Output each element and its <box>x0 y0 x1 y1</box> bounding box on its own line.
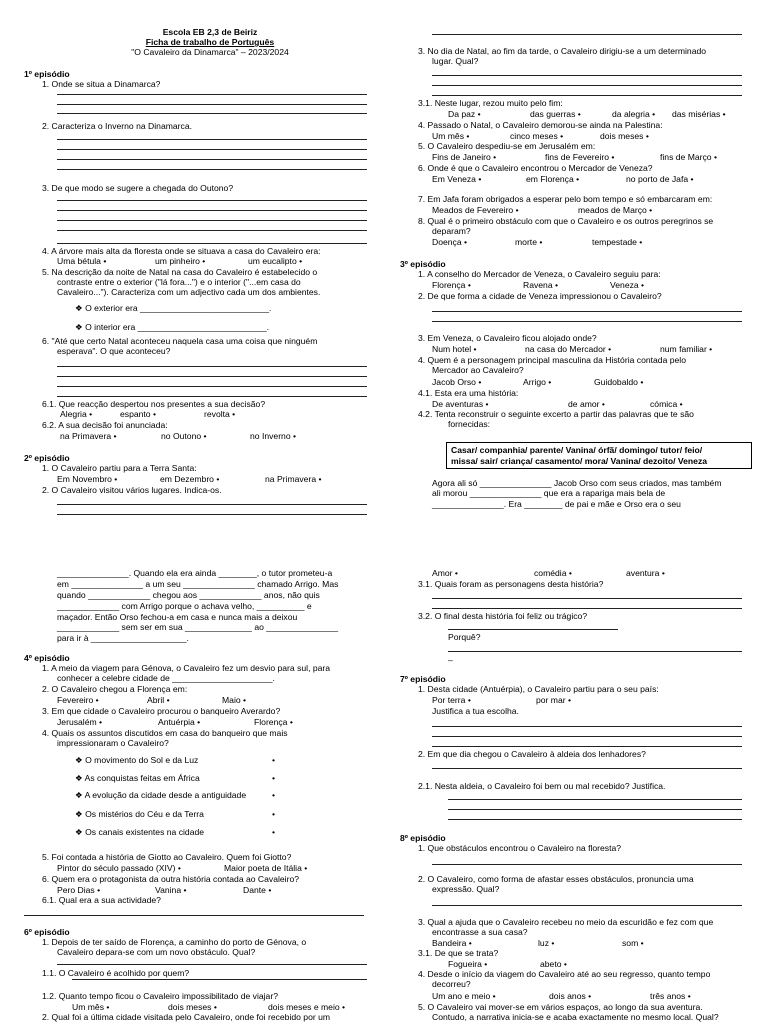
answer-line[interactable] <box>57 386 367 387</box>
excerpt-line[interactable]: ali morou _______________ que era a rapariga mais bela de <box>432 488 666 498</box>
option[interactable]: Um mês • <box>432 131 470 141</box>
option[interactable]: no Inverno • <box>250 431 297 441</box>
option[interactable]: Abril • <box>147 695 170 705</box>
ep4-q61: 6.1. Qual era a sua actividade? <box>42 895 161 905</box>
ep8-q3: 3. Qual a ajuda que o Cavaleiro recebeu no meio da escuridão e fez com que <box>418 917 714 927</box>
topic-item[interactable]: ❖ O movimento do Sol e da Luz <box>75 755 199 765</box>
school-name: Escola EB 2,3 de Beiriz <box>162 27 258 37</box>
q7-jafa: 7. Em Jafa foram obrigados a esperar pelo bom tempo e só embarcaram em: <box>418 194 713 204</box>
option[interactable]: um eucalipto • <box>248 256 303 266</box>
q3-christmas: 3. No dia de Natal, ao fim da tarde, o Cavaleiro dirigiu-se a um determinado <box>418 46 707 56</box>
answer-line[interactable] <box>432 321 742 322</box>
excerpt-line[interactable]: quando _____________ chegou aos _____________ anos, não quis <box>57 590 320 600</box>
ep2-q2: 2. O Cavaleiro visitou vários lugares. Indica-os. <box>42 485 222 495</box>
answer-line[interactable] <box>57 159 367 160</box>
option[interactable]: três anos • <box>650 991 691 1001</box>
ep8-q4: 4. Desde o início da viagem do Cavaleiro até ao seu regresso, quanto tempo <box>418 969 711 979</box>
ep1-q2: 2. Caracteriza o Inverno na Dinamarca. <box>42 121 192 131</box>
option[interactable]: cinco meses • <box>510 131 564 141</box>
option[interactable]: de amor • <box>568 399 605 409</box>
ep8-q4-cont: decorreu? <box>432 979 471 989</box>
option[interactable]: em Dezembro • <box>160 474 220 484</box>
exterior-field[interactable]: ❖ O exterior era ___________________________. <box>75 303 272 313</box>
ep1-q61: 6.1. Que reacção despertou nos presentes a sua decisão? <box>42 399 266 409</box>
ep1-q5-cont: Cavaleiro..."). Caracteriza com um adjectivo cada um dos ambientes. <box>57 287 321 297</box>
q6-merchant: 6. Onde é que o Cavaleiro encontrou o Mercador de Veneza? <box>418 163 653 173</box>
answer-line[interactable] <box>432 736 742 737</box>
option[interactable]: meados de Março • <box>578 205 653 215</box>
option[interactable]: Uma bétula • <box>57 256 107 266</box>
option[interactable]: Jacob Orso • <box>432 377 482 387</box>
bullet-dot: • <box>272 790 276 800</box>
option[interactable]: Por terra • <box>432 695 471 705</box>
ep1-q1: 1. Onde se situa a Dinamarca? <box>42 79 161 89</box>
answer-line[interactable] <box>432 34 742 35</box>
ep6-q12: 1.2. Quanto tempo ficou o Cavaleiro impossibilitado de viajar? <box>42 991 278 1001</box>
q32-ending: 3.2. O final desta história foi feliz ou trágico? <box>418 611 588 621</box>
answer-line[interactable] <box>57 396 367 397</box>
answer-line[interactable] <box>432 75 742 76</box>
topic-item[interactable]: ❖ As conquistas feitas em África <box>75 773 200 783</box>
answer-line[interactable] <box>432 768 742 769</box>
ep4-q4-cont: impressionaram o Cavaleiro? <box>57 738 169 748</box>
answer-line[interactable] <box>432 905 742 906</box>
option[interactable]: Guidobaldo • <box>594 377 644 387</box>
ep4-q1: 1. A meio da viagem para Génova, o Cavaleiro fez um desvio para sul, para <box>42 663 331 673</box>
ep4-q3: 3. Em que cidade o Cavaleiro procurou o banqueiro Averardo? <box>42 706 281 716</box>
answer-line[interactable] <box>72 979 367 980</box>
answer-line[interactable] <box>57 220 367 221</box>
ep7-q21: 2.1. Nesta aldeia, o Cavaleiro foi bem ou mal recebido? Justifica. <box>418 781 666 791</box>
option[interactable]: dois anos • <box>549 991 592 1001</box>
answer-line[interactable] <box>57 366 367 367</box>
option[interactable]: espanto • <box>120 409 156 419</box>
word-bank-line: Casar/ companhia/ parente/ Vanina/ órfã/ domingo/ tutor/ feio/ <box>451 445 703 455</box>
answer-line[interactable] <box>448 799 742 800</box>
sheet-title: Ficha de trabalho de Português <box>145 37 275 47</box>
ep1-q62: 6.2. A sua decisão foi anunciada: <box>42 420 168 430</box>
ep7-q2: 2. Em que dia chegou o Cavaleiro à aldeia dos lenhadores? <box>418 749 646 759</box>
option[interactable]: Florença • <box>432 280 471 290</box>
dash: – <box>448 655 453 665</box>
answer-line[interactable] <box>432 608 742 609</box>
option[interactable]: Fins de Janeiro • <box>432 152 497 162</box>
ep1-q5: 5. Na descrição da noite de Natal na casa do Cavaleiro é estabelecido o <box>42 267 318 277</box>
option[interactable]: Vanina • <box>155 885 187 895</box>
answer-line[interactable] <box>432 864 742 865</box>
topic-item[interactable]: ❖ Os mistérios do Céu e da Terra <box>75 809 204 819</box>
option[interactable]: Maio • <box>222 695 247 705</box>
answer-line[interactable] <box>57 104 367 105</box>
ep8-title: 8º episódio <box>400 833 446 843</box>
option[interactable]: Alegria • <box>60 409 93 419</box>
answer-line[interactable] <box>57 230 367 231</box>
option[interactable]: tempestade • <box>592 237 643 247</box>
option[interactable]: morte • <box>515 237 543 247</box>
topic-item[interactable]: ❖ Os canais existentes na cidade <box>75 827 205 837</box>
option[interactable]: De aventuras • <box>432 399 489 409</box>
ep3-title: 3º episódio <box>400 259 446 269</box>
ep1-q4: 4. A árvore mais alta da floresta onde se situava a casa do Cavaleiro era: <box>42 246 321 256</box>
ep7-q1-justify: Justifica a tua escolha. <box>432 706 519 716</box>
option[interactable]: Veneza • <box>610 280 645 290</box>
ep1-q6: 6. "Até que certo Natal aconteceu naquela casa uma coisa que ninguém <box>42 336 318 346</box>
ep6-q1: 1. Depois de ter saído de Florença, a caminho do porto de Génova, o <box>42 937 307 947</box>
ep6-q1-cont: Cavaleiro depara-se com um novo obstáculo. Qual? <box>57 947 256 957</box>
ep4-q1-cont[interactable]: conhecer a celebre cidade de _____________________. <box>57 673 275 683</box>
option[interactable]: Antuérpia • <box>158 717 201 727</box>
ep8-q1: 1. Que obstáculos encontrou o Cavaleiro na floresta? <box>418 843 622 853</box>
option[interactable]: som • <box>622 938 644 948</box>
q5-jerusalem: 5. O Cavaleiro despediu-se em Jerusalém em: <box>418 141 596 151</box>
ep3-q42-cont: fornecidas: <box>448 419 491 429</box>
option[interactable]: Meados de Fevereiro • <box>432 205 519 215</box>
option[interactable]: da alegria • <box>612 109 656 119</box>
bullet-dot: • <box>272 773 276 783</box>
option[interactable]: Bandeira • <box>432 938 472 948</box>
answer-line[interactable] <box>57 94 367 95</box>
answer-line[interactable] <box>448 809 742 810</box>
word-bank-box <box>446 442 752 469</box>
answer-line[interactable] <box>57 504 367 505</box>
option[interactable]: Pintor do século passado (XIV) • <box>57 863 181 873</box>
excerpt-line[interactable]: _______________. Quando ela era ainda ________, o tutor prometeu-a <box>57 568 333 578</box>
bullet-dot: • <box>272 809 276 819</box>
option[interactable]: dois meses • <box>168 1002 217 1012</box>
option[interactable]: Fogueira • <box>448 959 488 969</box>
ep1-q5-cont: contraste entre o exterior ("lá fora...") e o interior ("...em casa do <box>57 277 301 287</box>
excerpt-line[interactable]: _____________ com Arrigo porque o achava velho, __________ e <box>57 601 312 611</box>
excerpt-line[interactable]: _______________. Era ________ de pai e mãe e Orso era o seu <box>432 499 681 509</box>
answer-line[interactable] <box>448 629 618 630</box>
option[interactable]: um pinheiro • <box>155 256 206 266</box>
ep2-title: 2º episódio <box>24 453 70 463</box>
q4-palestine: 4. Passado o Natal, o Cavaleiro demorou-se ainda na Palestina: <box>418 120 663 130</box>
answer-line[interactable] <box>432 746 742 747</box>
topic-item[interactable]: ❖ A evolução da cidade desde a antiguidade <box>75 790 247 800</box>
answer-line[interactable] <box>57 169 367 170</box>
option[interactable]: comédia • <box>534 568 572 578</box>
answer-line[interactable] <box>448 819 742 820</box>
option[interactable]: Em Veneza • <box>432 174 482 184</box>
option[interactable]: no Outono • <box>161 431 207 441</box>
option[interactable]: Jerusalém • <box>57 717 103 727</box>
interior-field[interactable]: ❖ O interior era ___________________________. <box>75 322 270 332</box>
excerpt-line[interactable]: _____________ sem ser em sua ______________ ao _______________ <box>57 622 338 632</box>
option[interactable]: Maior poeta de Itália • <box>224 863 308 873</box>
ep4-q6: 6. Quem era o protagonista da outra história contada ao Cavaleiro? <box>42 874 300 884</box>
ep4-q2: 2. O Cavaleiro chegou a Florença em: <box>42 684 188 694</box>
excerpt-line[interactable]: maçador. Então Orso fechou-a em casa e nunca mais a deixou <box>57 612 298 622</box>
option[interactable]: revolta • <box>204 409 236 419</box>
option[interactable]: na casa do Mercador • <box>525 344 612 354</box>
q8-obstacle: 8. Qual é o primeiro obstáculo com que o Cavaleiro e os outros peregrinos se <box>418 216 714 226</box>
option[interactable]: das guerras • <box>530 109 581 119</box>
option[interactable]: Amor • <box>432 568 458 578</box>
ep6-q11: 1.1. O Cavaleiro é acolhido por quem? <box>42 968 190 978</box>
ep3-q3: 3. Em Veneza, o Cavaleiro ficou alojado onde? <box>418 333 597 343</box>
answer-line[interactable] <box>57 964 367 965</box>
ep7-q1: 1. Desta cidade (Antuérpia), o Cavaleiro partiu para o seu país: <box>418 684 659 694</box>
option[interactable]: dois meses • <box>600 131 649 141</box>
answer-line[interactable] <box>57 376 367 377</box>
ep3-q4-cont: Mercador ao Cavaleiro? <box>432 365 524 375</box>
answer-line[interactable] <box>57 113 367 114</box>
ep3-q41: 4.1. Esta era uma história: <box>418 388 519 398</box>
option[interactable]: na Primavera • <box>265 474 322 484</box>
answer-line[interactable] <box>432 598 742 599</box>
option[interactable]: por mar • <box>536 695 572 705</box>
option[interactable]: Ravena • <box>523 280 559 290</box>
option[interactable]: Num hotel • <box>432 344 477 354</box>
answer-line[interactable] <box>432 95 742 96</box>
ep8-q5: 5. O Cavaleiro vai mover-se em vários espaços, ao longo da sua aventura. <box>418 1002 703 1012</box>
excerpt-line[interactable]: em _______________ a um seu _______________ chamado Arrigo. Mas <box>57 579 339 589</box>
option[interactable]: no porto de Jafa • <box>626 174 694 184</box>
option[interactable]: aventura • <box>626 568 665 578</box>
option[interactable]: Pero Dias • <box>57 885 101 895</box>
ep3-q4: 4. Quem é a personagem principal masculina da História contada pelo <box>418 355 686 365</box>
ep8-q3-cont: encontrasse a sua casa? <box>432 927 528 937</box>
q8-obstacle-cont: deparam? <box>432 226 471 236</box>
q31-characters: 3.1. Quais foram as personagens desta história? <box>418 579 604 589</box>
option[interactable]: Arrigo • <box>523 377 552 387</box>
ep6-q2: 2. Qual foi a última cidade visitada pelo Cavaleiro, onde foi recebido por um <box>42 1012 331 1022</box>
sheet-subtitle: "O Cavaleiro da Dinamarca" – 2023/2024 <box>131 47 289 57</box>
option[interactable]: abeto • <box>540 959 567 969</box>
option[interactable]: Florença • <box>254 717 293 727</box>
ep8-q2-cont: expressão. Qual? <box>432 884 500 894</box>
q31-pray: 3.1. Neste lugar, rezou muito pelo fim: <box>418 98 563 108</box>
ep3-q2: 2. De que forma a cidade de Veneza impressionou o Cavaleiro? <box>418 291 662 301</box>
ep1-q6-cont: esperava". O que aconteceu? <box>57 346 171 356</box>
answer-line[interactable] <box>57 139 367 140</box>
ep7-title: 7º episódio <box>400 674 446 684</box>
ep2-q1: 1. O Cavaleiro partiu para a Terra Santa: <box>42 463 197 473</box>
option[interactable]: fins de Março • <box>660 152 717 162</box>
answer-line[interactable] <box>57 243 367 244</box>
option[interactable]: num familiar • <box>660 344 713 354</box>
answer-line[interactable] <box>432 85 742 86</box>
ep4-title: 4º episódio <box>24 653 70 663</box>
word-bank-line: missa/ sair/ criança/ casamento/ mora/ Vanina/ dezoito/ Veneza <box>451 455 708 466</box>
option[interactable]: dois meses e meio • <box>268 1002 346 1012</box>
option[interactable]: luz • <box>538 938 555 948</box>
option[interactable]: Um ano e meio • <box>432 991 496 1001</box>
bullet-dot: • <box>272 755 276 765</box>
ep8-q2: 2. O Cavaleiro, como forma de afastar esses obstáculos, pronuncia uma <box>418 874 694 884</box>
excerpt-line[interactable]: Agora ali só _______________ Jacob Orso com seus criados, mas também <box>432 478 722 488</box>
why-label: Porquê? <box>448 632 481 642</box>
ep8-q5-cont: Contudo, a narrativa inicia-se e acaba exactamente no mesmo local. Qual? <box>432 1012 719 1022</box>
ep3-q42: 4.2. Tenta reconstruir o seguinte excerto a partir das palavras que te são <box>418 409 694 419</box>
answer-line[interactable] <box>432 726 742 727</box>
option[interactable]: cómica • <box>650 399 683 409</box>
option[interactable]: das misérias • <box>672 109 726 119</box>
option[interactable]: Dante • <box>243 885 272 895</box>
excerpt-line[interactable]: para ir à ____________________. <box>57 633 189 643</box>
option[interactable]: na Primavera • <box>60 431 117 441</box>
ep1-title: 1º episódio <box>24 69 70 79</box>
ep6-title: 6º episódio <box>24 927 70 937</box>
option[interactable]: Da paz • <box>448 109 481 119</box>
answer-line[interactable] <box>448 651 742 652</box>
ep8-q31: 3.1. De que se trata? <box>418 948 499 958</box>
option[interactable]: Fevereiro • <box>57 695 99 705</box>
ep4-q5: 5. Foi contada a história de Giotto ao Cavaleiro. Quem foi Giotto? <box>42 852 292 862</box>
option[interactable]: Um mês • <box>72 1002 110 1012</box>
answer-line[interactable] <box>24 915 364 916</box>
option[interactable]: fins de Fevereiro • <box>545 152 615 162</box>
option[interactable]: Em Novembro • <box>57 474 118 484</box>
answer-line[interactable] <box>57 200 367 201</box>
answer-line[interactable] <box>57 210 367 211</box>
answer-line[interactable] <box>57 514 367 515</box>
ep4-q4: 4. Quais os assuntos discutidos em casa do banqueiro que mais <box>42 728 288 738</box>
answer-line[interactable] <box>432 311 742 312</box>
answer-line[interactable] <box>57 149 367 150</box>
ep3-q1: 1. A conselho do Mercador de Veneza, o Cavaleiro seguiu para: <box>418 269 661 279</box>
bullet-dot: • <box>272 827 276 837</box>
q3-christmas-cont: lugar. Qual? <box>432 56 479 66</box>
ep1-q3: 3. De que modo se sugere a chegada do Outono? <box>42 183 234 193</box>
option[interactable]: Doença • <box>432 237 468 247</box>
option[interactable]: em Florença • <box>526 174 580 184</box>
